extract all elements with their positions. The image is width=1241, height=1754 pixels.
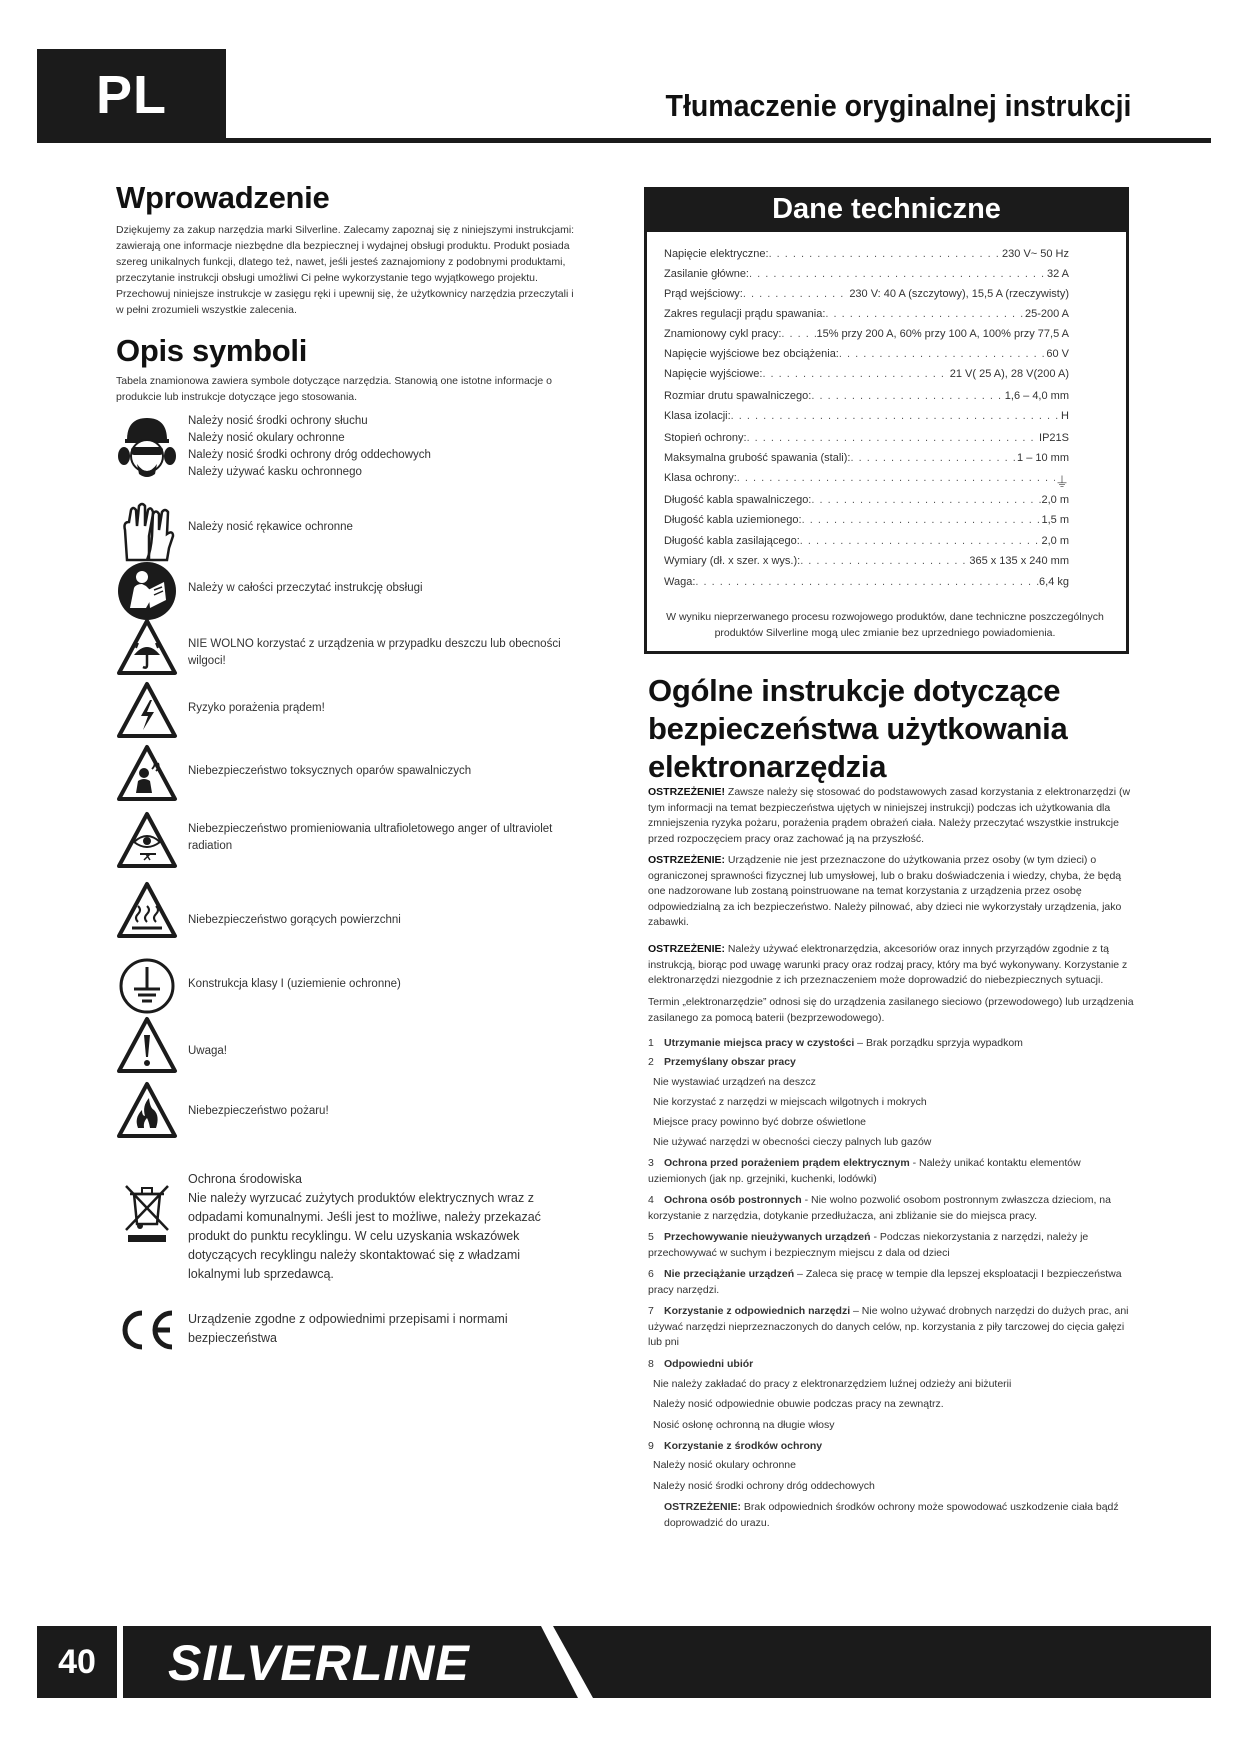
spec-row: Rozmiar drutu spawalniczego: . . . 1,6 – 4,0 mm <box>664 390 1069 406</box>
symbol-text: Nie należy wyrzucać zużytych produktów elektrycznych wraz z odpadami komunalnymi. Jeśli jest to możliwe, należy przekazać produkt do punktu recyklingu. W celu uzyskania wskazówek dotyczących recyklingu należy skontaktować się z władzami lokalnymi lub sprzedawcą. <box>188 1191 541 1281</box>
spec-row: Napięcie elektryczne: . . . 230 V~ 50 Hz <box>664 248 1069 264</box>
read-manual-icon <box>116 560 178 622</box>
symbol-text: Należy w całości przeczytać instrukcję obsługi <box>188 582 423 594</box>
final-warning: OSTRZEŻENIE: Brak odpowiednich środków ochrony może spowodować uszkodzenie ciała bądź doprowadzić do urazu. <box>664 1501 1119 1529</box>
symbol-title: Ochrona środowiska <box>188 1172 302 1186</box>
ppe-head-icon <box>116 412 178 482</box>
list-item: 5 Przechowywanie nieużywanych urządzeń - Podczas niekorzystania z narzędzi, należy je przechowywać w suchym i bezpiecznym miejscu z dala od dzieci <box>648 1231 1089 1259</box>
symbol-text: Niebezpieczeństwo promieniowania ultrafioletowego anger of ultraviolet radiation <box>188 823 553 852</box>
spec-row: Maksymalna grubość spawania (stali): . . . 1 – 10 mm <box>664 452 1069 468</box>
term-paragraph: Termin „elektronarzędzie” odnosi się do urządzenia zasilanego sieciowo (przewodowego) lub urządzenia zasilanego za pomocą baterii (bezprzewodowego). <box>648 996 1134 1024</box>
symbol-text: Należy nosić środki ochrony słuchu Należy nosić okulary ochronne Należy nosić środki ochrony dróg oddechowych Należy używać kasku ochronnego <box>188 415 431 478</box>
language-tab: PL <box>37 49 226 141</box>
list-subitem: Nie wystawiać urządzeń na deszcz <box>653 1076 816 1088</box>
warning-paragraph: OSTRZEŻENIE: Urządzenie nie jest przeznaczone do użytkowania przez osoby (w tym dzieci) o ograniczonej sprawności fizycznej lub umysłowej, lub o braku doświadczenia i wiedzy, chyba, że będą one nadzorowane lub zostaną poinstruowane na temat korzystania z urządzenia przez osobę odpowiedzialną za ich bezpieczeństwo. Należy pilnować, aby dzieci nie wykorzystały urządzenia, jako zabawki. <box>648 854 1122 928</box>
intro-heading: Wprowadzenie <box>116 180 330 215</box>
spec-row: Długość kabla spawalniczego: . . . 2,0 m <box>664 494 1069 510</box>
symbol-text: Konstrukcja klasy I (uziemienie ochronne) <box>188 978 401 990</box>
protective-earth-icon <box>116 955 178 1017</box>
protection-class-icon: ⏚ <box>1055 474 1069 490</box>
list-item: 4 Ochrona osób postronnych - Nie wolno pozwolić osobom postronnym zwłaszcza dzieciom, na korzystanie z narzędzia, dotykanie przedłużacza, ani zbliżanie sie do miejsca pracy. <box>648 1194 1111 1222</box>
symbol-text: Uwaga! <box>188 1045 227 1057</box>
symbol-text: Urządzenie zgodne z odpowiednimi przepisami i normami bezpieczeństwa <box>188 1312 508 1345</box>
brand-name: SILVERLINE <box>168 1635 470 1691</box>
safety-heading: Ogólne instrukcje dotyczące bezpieczeństwa użytkowania elektronarzędzia <box>648 673 1068 784</box>
list-item: 8 Odpowiedni ubiór <box>648 1358 754 1370</box>
symbol-text: Niebezpieczeństwo pożaru! <box>188 1105 329 1117</box>
fire-hazard-icon <box>116 1080 178 1142</box>
list-subitem: Miejsce pracy powinno być dobrze oświetlone <box>653 1116 867 1128</box>
spec-row: Znamionowy cykl pracy: . . . 15% przy 200 A, 60% przy 100 A, 100% przy 77,5 A <box>664 328 1069 344</box>
list-item: 1 Utrzymanie miejsca pracy w czystości – Brak porządku sprzyja wypadkom <box>648 1037 1023 1049</box>
symbol-text: NIE WOLNO korzystać z urządzenia w przypadku deszczu lub obecności wilgoci! <box>188 638 561 667</box>
list-item: 3 Ochrona przed porażeniem prądem elektrycznym - Należy unikać kontaktu elementów uziemionych (jak np. grzejniki, kuchenki, lodówki) <box>648 1157 1081 1185</box>
spec-row: Stopień ochrony: . . . IP21S <box>664 432 1069 448</box>
symbols-heading: Opis symboli <box>116 333 308 368</box>
spec-row: Klasa ochrony: . . . ⏚ <box>664 472 1069 490</box>
list-item: 2 Przemyślany obszar pracy <box>648 1056 796 1068</box>
uv-radiation-icon <box>116 810 178 872</box>
spec-row: Długość kabla zasilającego: . . . 2,0 m <box>664 535 1069 551</box>
spec-row: Waga: . . . 6,4 kg <box>664 576 1069 592</box>
list-item: 9 Korzystanie z środków ochrony <box>648 1440 823 1452</box>
caution-icon <box>116 1015 178 1077</box>
spec-row: Zakres regulacji prądu spawania: . . . 25-200 A <box>664 308 1069 324</box>
list-subitem: Należy nosić odpowiednie obuwie podczas pracy na zewnątrz. <box>653 1398 944 1410</box>
hot-surface-icon <box>116 880 178 942</box>
intro-paragraph: Dziękujemy za zakup narzędzia marki Silverline. Zalecamy zapoznaj się z niniejszymi instrukcjami: zawierają one informacje niezbędne dla bezpiecznej i wydajnej obsługi produktu. Produkt posiada szereg unikalnych funkcji, dlatego też, nawet, jeśli jesteś zaznajomiony z podobnymi produktami, przeczytanie instrukcji obsługi umożliwi Ci pełne wykorzystanie tego wyjątkowego projektu. Przechowuj niniejsze instrukcje w zasięgu ręki i upewnij się, że użytkownicy narzędzia przeczytali i w pełni zrozumieli wszystkie zalecenia. <box>116 224 575 316</box>
symbol-text: Należy nosić rękawice ochronne <box>188 521 353 533</box>
gloves-icon <box>116 500 178 566</box>
list-item: 6 Nie przeciążanie urządzeń – Zaleca się pracę w tempie dla lepszej eksploatacji I bezpieczeństwa pracy narzędzi. <box>648 1268 1122 1296</box>
page-header-title: Tłumaczenie oryginalnej instrukcji <box>665 88 1131 123</box>
spec-row: Zasilanie główne: . . . 32 A <box>664 268 1069 284</box>
list-subitem: Nie używać narzędzi w obecności cieczy palnych lub gazów <box>653 1136 932 1148</box>
spec-row: Prąd wejściowy: . . . 230 V: 40 A (szczytowy), 15,5 A (rzeczywisty) <box>664 288 1069 304</box>
symbol-text: Niebezpieczeństwo gorących powierzchni <box>188 914 401 926</box>
ce-mark-icon <box>116 1305 178 1355</box>
symbol-text: Niebezpieczeństwo toksycznych oparów spawalniczych <box>188 765 472 777</box>
symbols-paragraph: Tabela znamionowa zawiera symbole dotyczące narzędzia. Stanowią one istotne informacje o produkcie lub instrukcje dotyczące jego stosowania. <box>116 375 552 403</box>
electric-shock-icon <box>116 680 178 742</box>
list-subitem: Należy nosić środki ochrony dróg oddechowych <box>653 1480 875 1492</box>
symbol-text: Ryzyko porażenia prądem! <box>188 702 325 714</box>
specs-heading: Dane techniczne <box>644 187 1129 232</box>
spec-row: Napięcie wyjściowe bez obciążenia: . . . 60 V <box>664 348 1069 364</box>
list-item: 7 Korzystanie z odpowiednich narzędzi – Nie wolno używać drobnych narzędzi do dużych prac, ani używać narzędzi nieprzeznaczonych do danych celów, np. korzystania z piły tarczowej do cięcia gałęzi lub pni <box>648 1305 1129 1348</box>
list-subitem: Nie należy zakładać do pracy z elektronarzędziem luźnej odzieży ani biżuterii <box>653 1378 1012 1390</box>
warning-paragraph: OSTRZEŻENIE: Należy używać elektronarzędzia, akcesoriów oraz innych przyrządów zgodnie z tą instrukcją, biorąc pod uwagę warunki pracy oraz rodzaj pracy, który ma być wykonywany. Korzystanie z elektronarzędzi niezgodnie z ich przeznaczeniem może doprowadzić do niebezpiecznych sytuacji. <box>648 943 1128 986</box>
list-subitem: Nie korzystać z narzędzi w miejscach wilgotnych i mokrych <box>653 1096 927 1108</box>
spec-row: Klasa izolacji: . . . H <box>664 410 1069 426</box>
specs-note: W wyniku nieprzerwanego procesu rozwojowego produktów, dane techniczne poszczególnych produktów Silverline mogą ulec zmianie bez uprzedniego powiadomienia. <box>666 611 1104 639</box>
list-subitem: Należy nosić okulary ochronne <box>653 1459 796 1471</box>
spec-row: Długość kabla uziemionego: . . . 1,5 m <box>664 514 1069 530</box>
toxic-fumes-icon <box>116 743 178 805</box>
rain-warning-icon <box>116 617 178 679</box>
spec-row: Wymiary (dł. x szer. x wys.): . . . 365 x 135 x 240 mm <box>664 555 1069 571</box>
weee-bin-icon <box>116 1180 178 1244</box>
page-number: 40 <box>58 1642 96 1681</box>
list-subitem: Nosić osłonę ochronną na długie włosy <box>653 1419 835 1431</box>
header-rule <box>37 138 1211 143</box>
spec-row: Napięcie wyjściowe: . . . 21 V( 25 A), 28 V(200 A) <box>664 368 1069 384</box>
warning-paragraph: OSTRZEŻENIE! Zawsze należy się stosować do podstawowych zasad korzystania z elektronarzędzi (w tym informacji na temat bezpieczeństwa ujętych w niniejszej instrukcji) podczas ich użytkowania dla zmniejszenia ryzyka pożaru, porażenia prądem obrażeń ciała. Należy przeczytać wszystkie instrukcje przed rozpoczęciem pracy oraz zachować ją na przyszłość. <box>648 786 1131 845</box>
